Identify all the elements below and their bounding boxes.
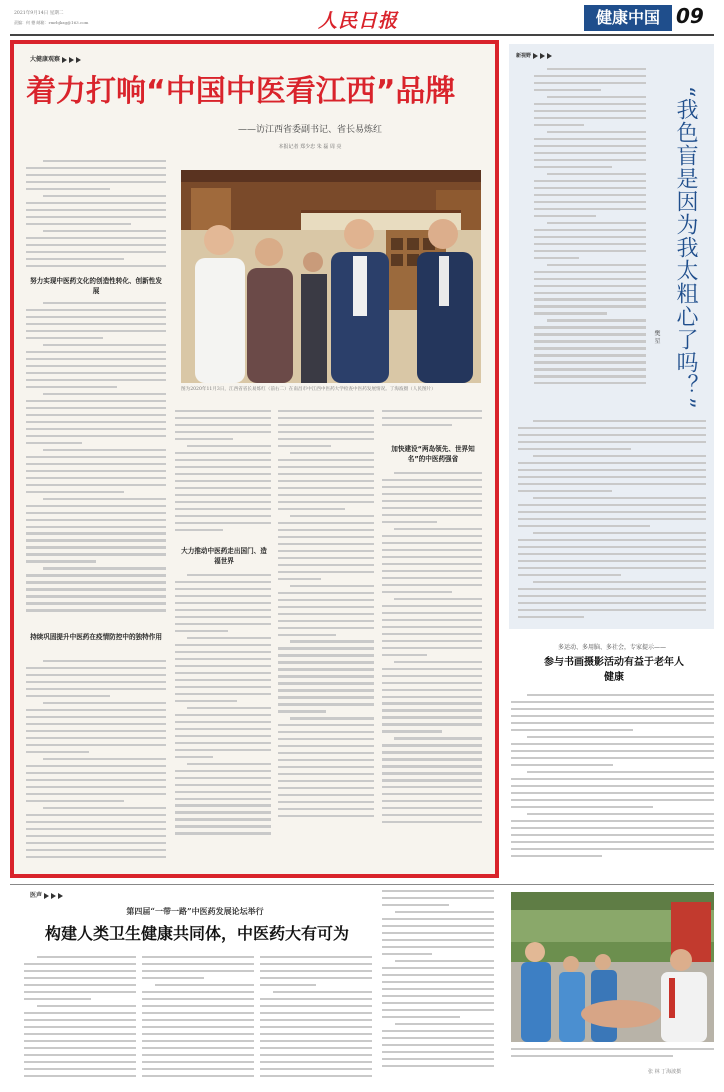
bottom-photo-caption — [511, 1048, 714, 1070]
lead-col2-text — [175, 410, 271, 540]
lead-byline: 本报记者 郑少忠 朱 磊 周 亮 — [278, 144, 342, 150]
bottom-kicker: 医声 — [30, 890, 63, 899]
medical-volunteers-photo — [511, 892, 714, 1042]
lead-col1b-text — [26, 660, 166, 865]
editor-meta: 责编：何 德 邮箱：rmrbjkzg@163.com — [14, 20, 89, 25]
lead-col2b-text — [175, 574, 271, 864]
section-head-2: 持续巩固提升中医药在疫情防控中的独特作用 — [30, 633, 162, 641]
bottom-rule — [10, 884, 714, 885]
bottom-text-c — [260, 956, 372, 1086]
right-article-kicker: 多运动、多用脑、多社会，专家提示—— — [557, 644, 666, 651]
masthead-rule — [10, 34, 714, 36]
bottom-text-b — [142, 956, 254, 1086]
right-article-text — [511, 694, 714, 864]
lead-headline: 着力打响“中国中医看江西”品牌 — [26, 74, 456, 109]
lead-intro-text — [26, 160, 166, 275]
lead-col1-text — [26, 302, 166, 620]
bottom-photo — [511, 892, 714, 1042]
section-head-4: 大力推动中医药走出国门、造福世界 — [181, 547, 267, 565]
newspaper-logo: 人民日报 — [318, 10, 399, 32]
lead-col4b-text — [382, 472, 482, 865]
bottom-subtitle: 第四届“一带一路”中医药发展论坛举行 — [126, 906, 264, 916]
bottom-headline: 构建人类卫生健康共同体，中医药大有可为 — [44, 924, 349, 943]
lead-col3-text — [278, 410, 374, 865]
lead-kicker: 大健康观察 — [30, 54, 81, 63]
column-title: “我色盲是因为我太粗心了吗？” — [673, 86, 698, 410]
officials-inspection-photo — [181, 170, 481, 383]
bottom-photo-credit: 张 林 丁海波摄 — [648, 1069, 682, 1075]
section-head-1: 努力实现中医药文化的创造性转化、创新性发展 — [30, 277, 162, 295]
bottom-text-a — [24, 956, 136, 1086]
column-text-b — [518, 420, 706, 620]
column-author: 樊 星 — [653, 330, 660, 344]
lead-col4-text — [382, 410, 482, 436]
section-head-3: 加快建设“两岛领先、世界知名”的中医药强省 — [391, 445, 475, 463]
photo-caption: 图为2020年11月3日，江西省省长易炼红（前右二）在南昌市中江西中医药大学检查中医药发展情况。丁海波摄（人民图片） — [181, 387, 436, 392]
section-name: 健康中国 — [584, 5, 672, 31]
right-article-headline: 参与书画摄影活动有益于老年人健康 — [544, 657, 684, 683]
page-number: 09 — [676, 4, 704, 28]
issue-date: 2021年9月14日 星期二 — [14, 11, 64, 16]
column-kicker: 新视野 — [516, 52, 552, 59]
column-text-a — [534, 68, 646, 406]
lead-photo — [181, 170, 481, 383]
bottom-text-d — [382, 890, 494, 1086]
lead-subtitle: ——访江西省委副书记、省长易炼红 — [237, 125, 382, 135]
